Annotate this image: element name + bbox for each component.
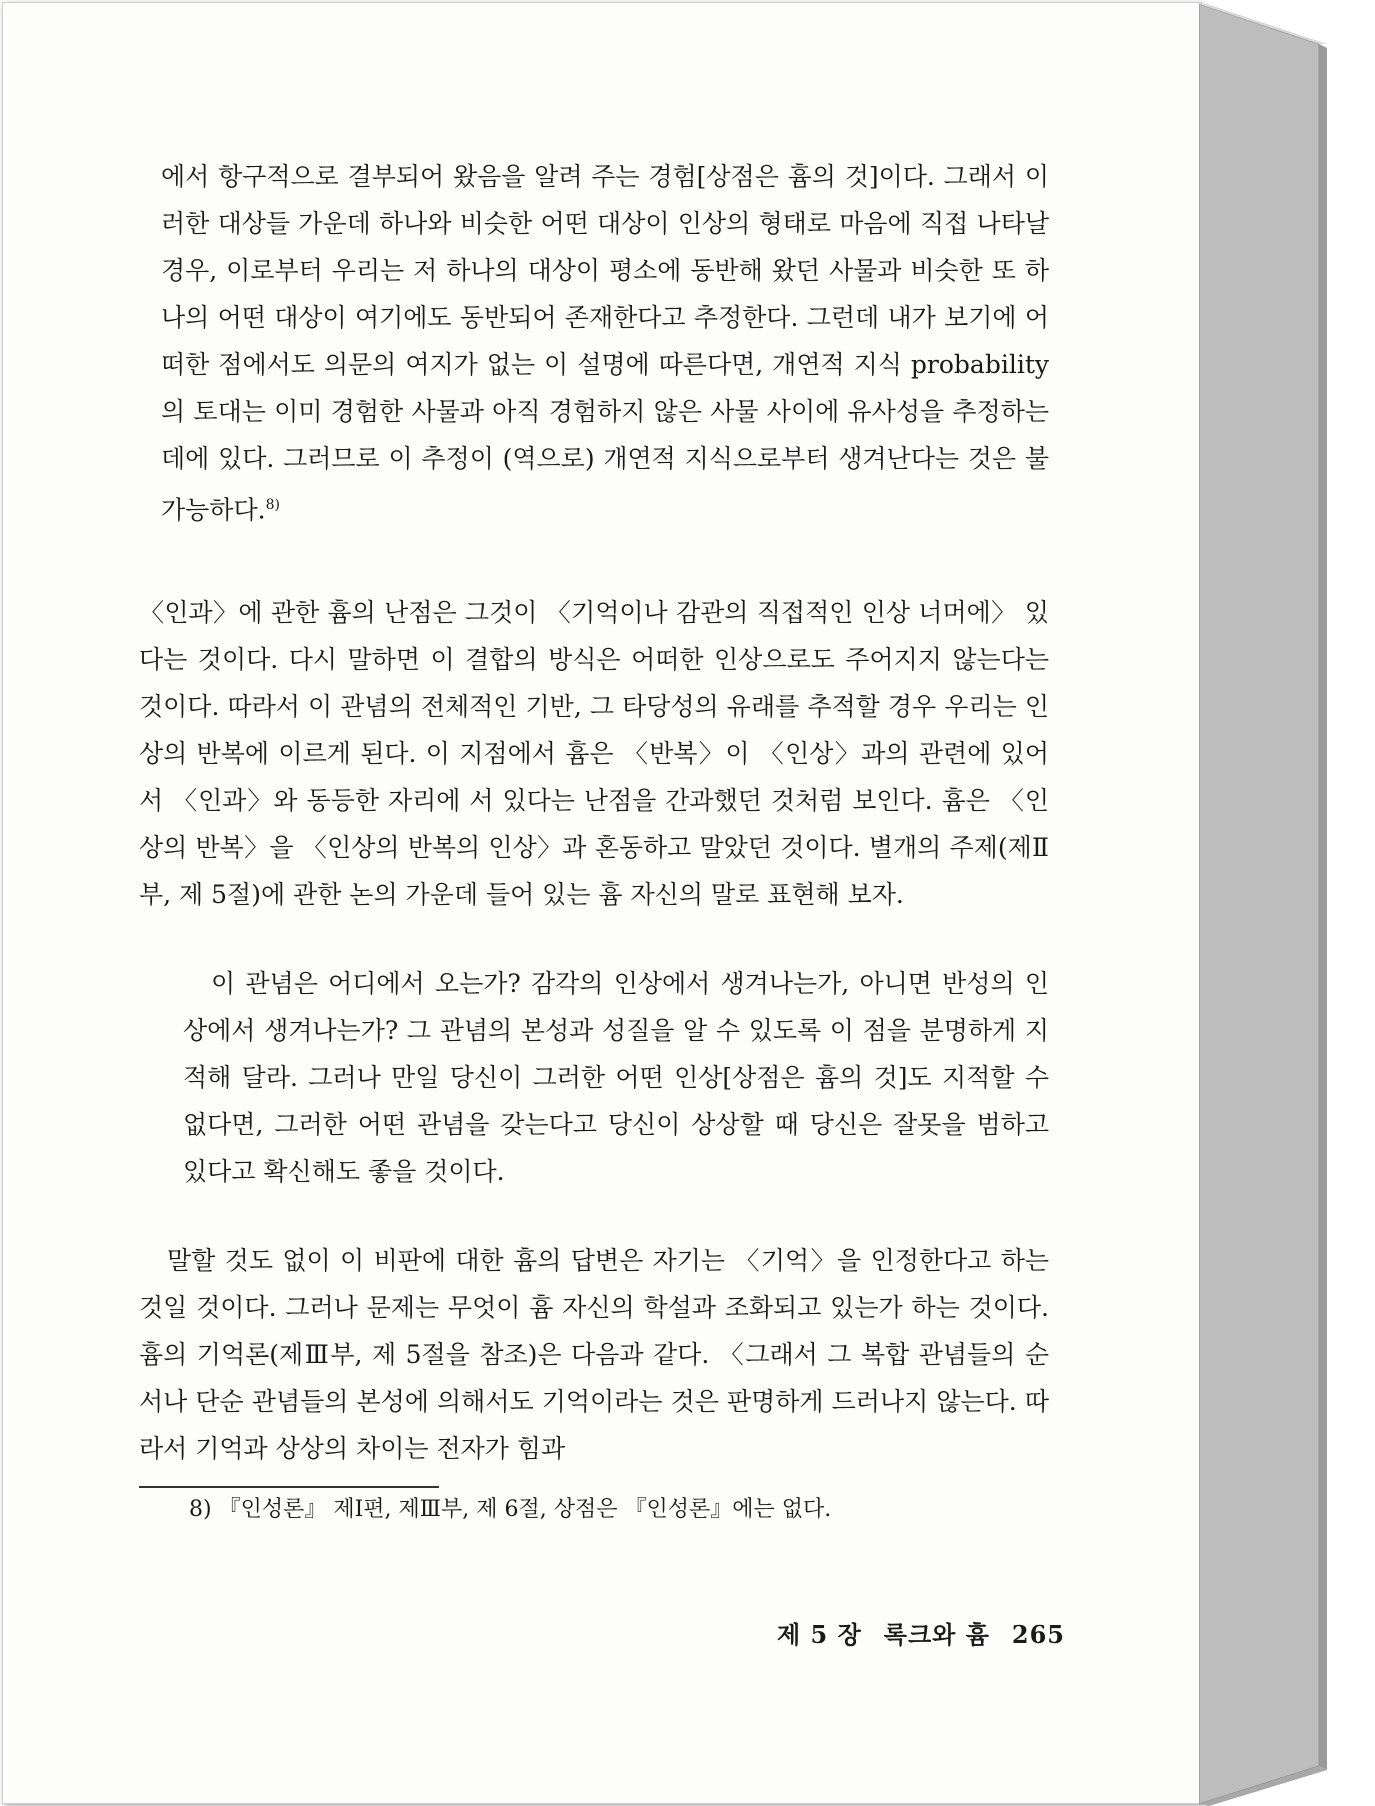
footnote-reference: 8) [265,497,280,513]
paragraph-1-text: 에서 항구적으로 결부되어 왔음을 알려 주는 경험[상점은 흄의 것]이다. 그래서 이러한 대상들 가운데 하나와 비슷한 어떤 대상이 인상의 형태로 마음에 직접 나타날 경우, 이로부터 우리는 저 하나의 대상이 평소에 동반해 왔던 사물과 비슷한 또 하나의 어떤 대상이 여기에도 동반되어 존재한다고 추정한다. 그런데 내가 보기에 어떠한 점에서도 의문의 여지가 없는 이 설명에 따른다면, 개연적 지식 probability의 토대는 이미 경험한 사물과 아직 경험하지 않은 사물 사이에 유사성을 추정하는 데에 있다. 그러므로 이 추정이 (역으로) 개연적 지식으로부터 생겨난다는 것은 불가능하다. [161,162,1049,525]
book-page [2,2,1202,1804]
block-quote: 이 관념은 어디에서 오는가? 감각의 인상에서 생겨나는가, 아니면 반성의 인상에서 생겨나는가? 그 관념의 본성과 성질을 알 수 있도록 이 점을 분명하게 지적해 달라. 그러나 만일 당신이 그러한 어떤 인상[상점은 흄의 것]도 지적할 수 없다면, 그러한 어떤 관념을 갖는다고 당신이 상상할 때 당신은 잘못을 범하고 있다고 확신해도 좋을 것이다. [183,969,1049,1187]
paragraph-3: 말할 것도 없이 이 비판에 대한 흄의 답변은 자기는 〈기억〉을 인정한다고 하는 것일 것이다. 그러나 문제는 무엇이 흄 자신의 학설과 조화되고 있는가 하는 것이다. 흄의 기억론(제Ⅲ부, 제 5절을 참조)은 다음과 같다. 〈그래서 그 복합 관념들의 순서나 단순 관념들의 본성에 의해서도 기억이라는 것은 판명하게 드러나지 않는다. 따라서 기억과 상상의 차이는 전자가 힘과 [139,1246,1049,1464]
paragraph-1 [161,153,1049,533]
page-body [139,153,1049,1532]
footer-title: 록크와 흄 [883,1620,990,1649]
footer-chapter: 제 5 장 [777,1620,862,1649]
book-edge-3d [1199,0,1375,1806]
paragraph-2: 〈인과〉에 관한 흄의 난점은 그것이 〈기억이나 감관의 직접적인 인상 너머에〉 있다는 것이다. 다시 말하면 이 결합의 방식은 어떠한 인상으로도 주어지지 않는다는 것이다. 따라서 이 관념의 전체적인 기반, 그 타당성의 유래를 추적할 경우 우리는 인상의 반복에 이르게 된다. 이 지점에서 흄은 〈반복〉이 〈인상〉과의 관련에 있어서 〈인과〉와 동등한 자리에 서 있다는 난점을 간과했던 것처럼 보인다. 흄은 〈인상의 반복〉을 〈인상의 반복의 인상〉과 혼동하고 말았던 것이다. 별개의 주제(제Ⅱ부, 제 5절)에 관한 논의 가운데 들어 있는 흄 자신의 말로 표현해 보자. [139,598,1049,910]
footnote: 8) 『인성론』 제Ⅰ편, 제Ⅲ부, 제 6절, 상점은 『인성론』에는 없다. [189,1497,832,1523]
page-number: 265 [1011,1620,1065,1649]
running-footer [777,1615,1065,1650]
